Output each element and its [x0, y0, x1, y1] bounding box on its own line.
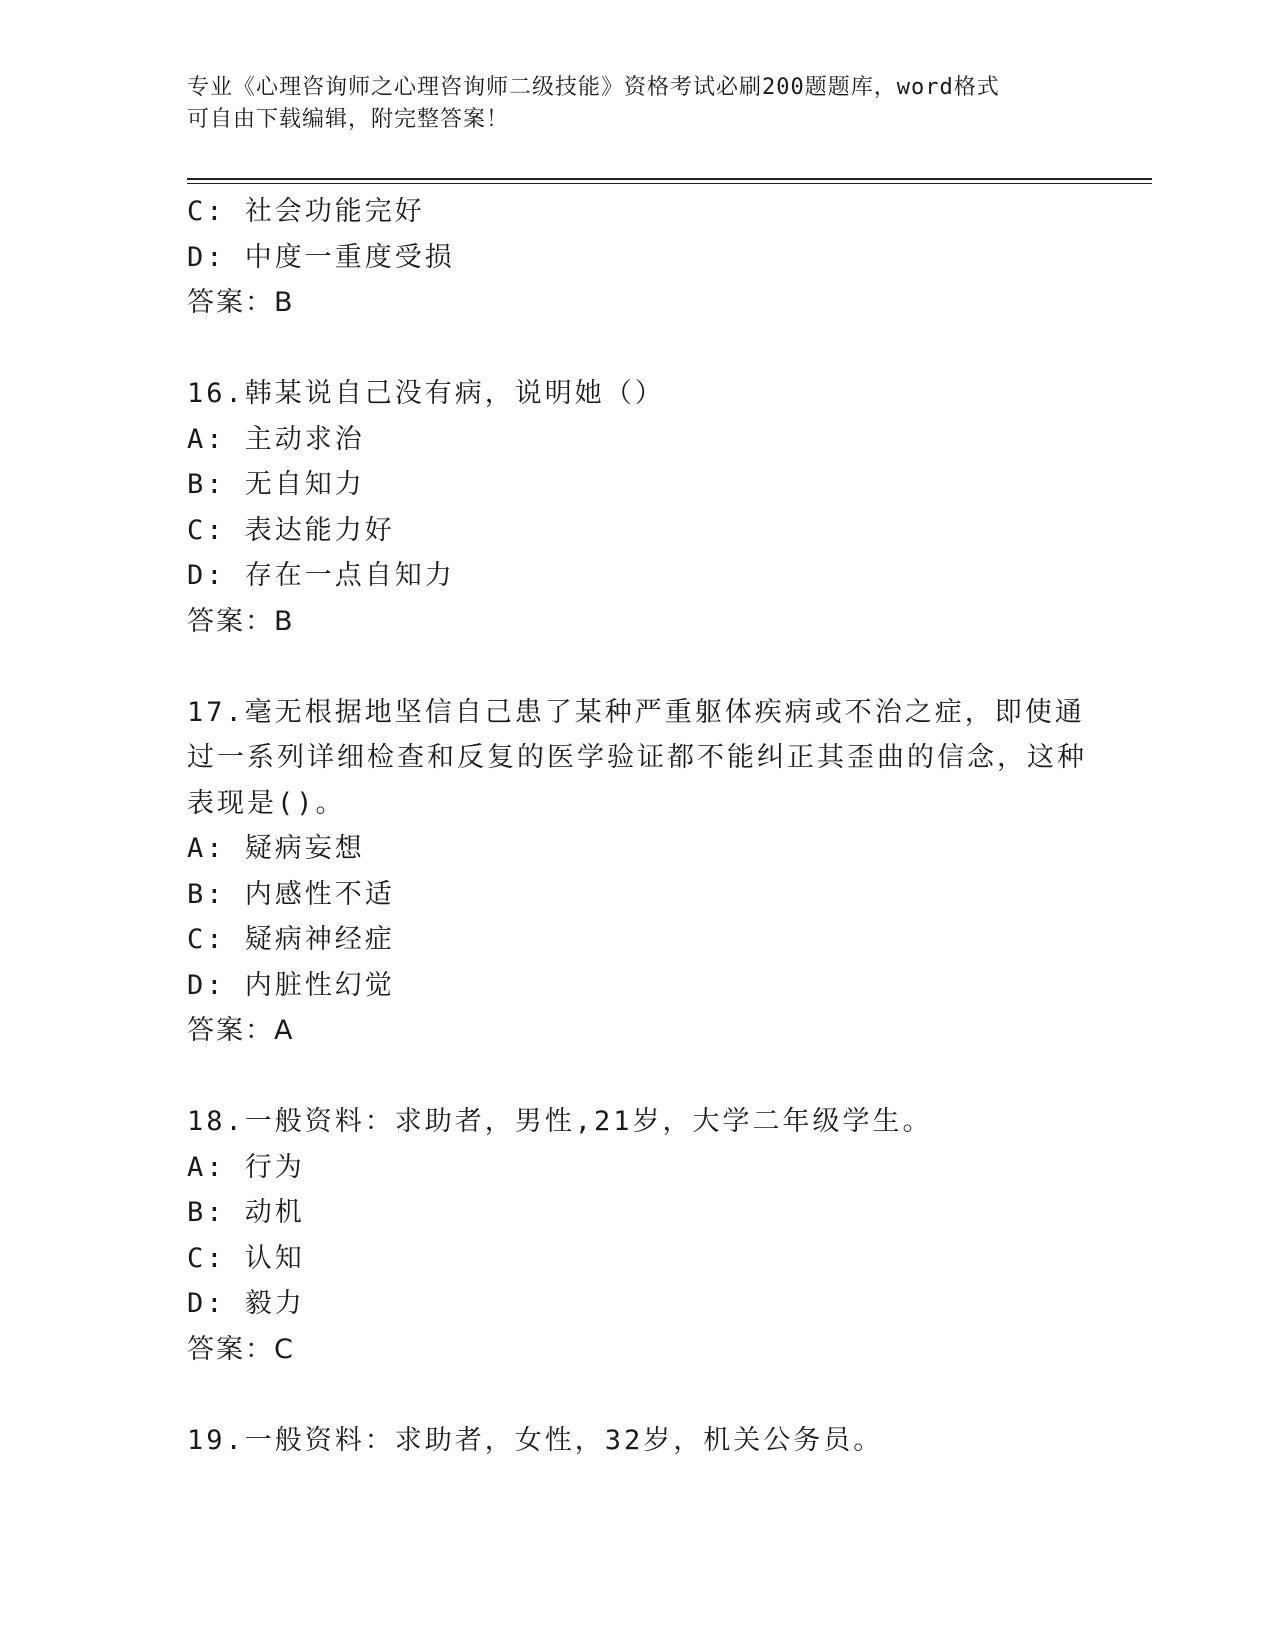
option-d: D: 中度一重度受损	[187, 241, 455, 273]
question-partial	[187, 189, 1087, 326]
question-19	[187, 1418, 1087, 1464]
option-a: A: 主动求治	[187, 423, 365, 455]
answer-line: 答案：C	[187, 1333, 295, 1365]
option-b: B: 内感性不适	[187, 878, 395, 910]
option-c: C: 认知	[187, 1242, 305, 1274]
option-c: C: 社会功能完好	[187, 196, 425, 227]
header-rule-thin	[187, 183, 1152, 184]
question-text: 16.韩某说自己没有病，说明她（）	[187, 378, 665, 409]
page-header	[187, 72, 1087, 136]
question-16	[187, 371, 1087, 644]
option-c: C: 疑病神经症	[187, 924, 395, 955]
question-text: 17.毫无根据地坚信自己患了某种严重躯体疾病或不治之症，即使通过一系列详细检查和反复的医学验证都不能纠正其歪曲的信念，这种表现是()。	[187, 696, 1087, 819]
spacer	[187, 1054, 1087, 1100]
option-d: D: 内脏性幻觉	[187, 969, 395, 1001]
spacer	[187, 326, 1087, 372]
answer-line: 答案：A	[187, 1015, 295, 1046]
header-rule-thick	[187, 178, 1152, 180]
question-text: 18.一般资料：求助者，男性,21岁，大学二年级学生。	[187, 1106, 933, 1137]
option-d: D: 存在一点自知力	[187, 560, 455, 591]
option-c: C: 表达能力好	[187, 514, 395, 546]
header-line-2: 可自由下载编辑，附完整答案！	[187, 107, 510, 132]
question-17	[187, 690, 1087, 1054]
option-d: D: 毅力	[187, 1288, 305, 1319]
spacer	[187, 644, 1087, 690]
option-a: A: 疑病妄想	[187, 833, 365, 864]
question-list	[187, 189, 1087, 1463]
spacer	[187, 1372, 1087, 1418]
question-18	[187, 1099, 1087, 1372]
option-b: B: 无自知力	[187, 469, 365, 500]
option-a: A: 行为	[187, 1151, 305, 1183]
header-line-1: 专业《心理咨询师之心理咨询师二级技能》资格考试必刷200题题库，word格式	[187, 75, 1000, 100]
answer-line: 答案：B	[187, 605, 295, 637]
question-text: 19.一般资料：求助者，女性，32岁，机关公务员。	[187, 1424, 884, 1456]
answer-line: 答案：B	[187, 287, 295, 318]
option-b: B: 动机	[187, 1197, 305, 1228]
